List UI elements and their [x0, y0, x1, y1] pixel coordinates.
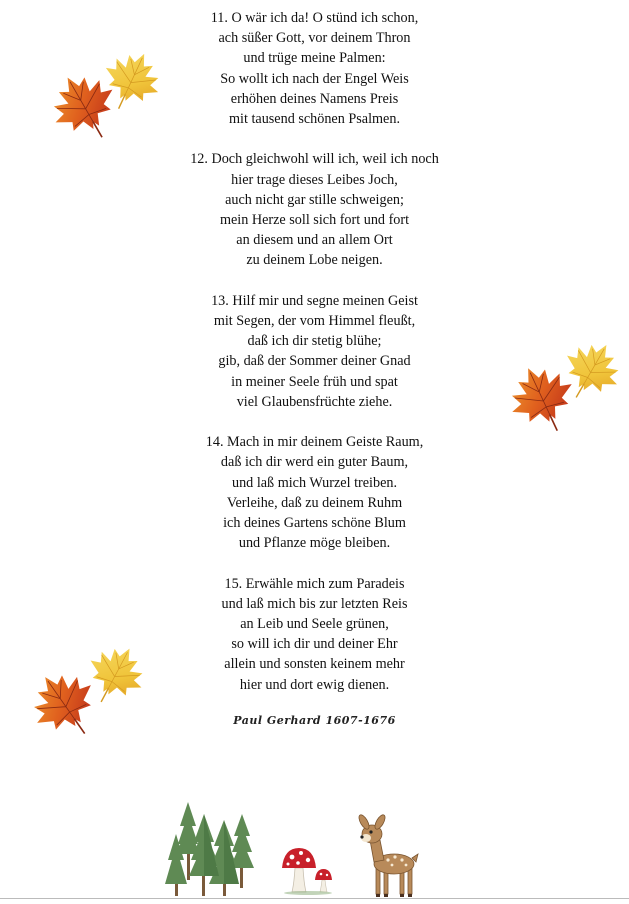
autumn-leaves-bottom-left-icon [24, 640, 152, 746]
poem-line: ich deines Gartens schöne Blum [223, 515, 406, 532]
poem-line: 14. Mach in mir deinem Geiste Raum, [205, 434, 424, 451]
poem-line: an Leib und Seele grünen, [240, 616, 389, 633]
autumn-leaves-top-left-icon [44, 44, 168, 148]
autumn-leaves-right-icon [500, 336, 626, 440]
poem-line: Verleihe, daß zu deinem Ruhm [226, 494, 403, 511]
pine-trees-icon [160, 800, 260, 900]
poem-line: erhöhen deines Namens Preis [230, 90, 399, 107]
poem-line: und laß mich Wurzel treiben. [231, 474, 398, 491]
poem-line: daß ich dir werd ein guter Baum, [220, 454, 409, 471]
stanza-12 [0, 149, 629, 270]
poem-line: so will ich dir und deiner Ehr [231, 636, 398, 653]
poem-line: mit tausend schönen Psalmen. [228, 111, 400, 128]
poem-line: mit Segen, der vom Himmel fleußt, [213, 313, 416, 330]
poem-line: 11. O wär ich da! O stünd ich schon, [210, 10, 419, 26]
poem-line: und Pflanze möge bleiben. [238, 535, 391, 552]
poem-line: und laß mich bis zur letzten Reis [221, 595, 408, 612]
poem-line: an diesem und an allem Ort [236, 232, 393, 249]
poem-line: hier und dort ewig dienen. [239, 676, 390, 693]
poem-line: zu deinem Lobe neigen. [246, 252, 383, 269]
poem-line: viel Glaubensfrüchte ziehe. [236, 393, 393, 410]
poem-line: 13. Hilf mir und segne meinen Geist [211, 292, 418, 309]
stanza-14 [0, 432, 629, 553]
red-leaf-icon [500, 354, 587, 440]
poem-line: gib, daß der Sommer deiner Gnad [218, 353, 411, 370]
poem-line: 12. Doch gleichwohl will ich, weil ich noch [190, 151, 439, 168]
poem-line: daß ich dir stetig blühe; [247, 333, 382, 350]
poem-line: So wollt ich nach der Engel Weis [220, 70, 409, 87]
poem-line: ach süßer Gott, vor deinem Thron [218, 30, 411, 47]
poem-line: in meiner Seele früh und spat [231, 373, 398, 390]
author-signature: Paul Gerhard 1607-1676 [233, 714, 396, 727]
poem-line: und trüge meine Palmen: [243, 50, 386, 67]
mushroom-icon [280, 844, 336, 896]
deer-icon [354, 810, 422, 898]
poem-line: hier trage dieses Leibes Joch, [231, 171, 398, 188]
poem-line: auch nicht gar stille schweigen; [225, 191, 404, 208]
page-bottom-divider [0, 898, 629, 899]
poem-line: 15. Erwähle mich zum Paradeis [224, 575, 405, 592]
poem-line: allein und sonsten keinem mehr [224, 656, 405, 673]
poem-line: mein Herze soll sich fort und fort [219, 212, 410, 229]
